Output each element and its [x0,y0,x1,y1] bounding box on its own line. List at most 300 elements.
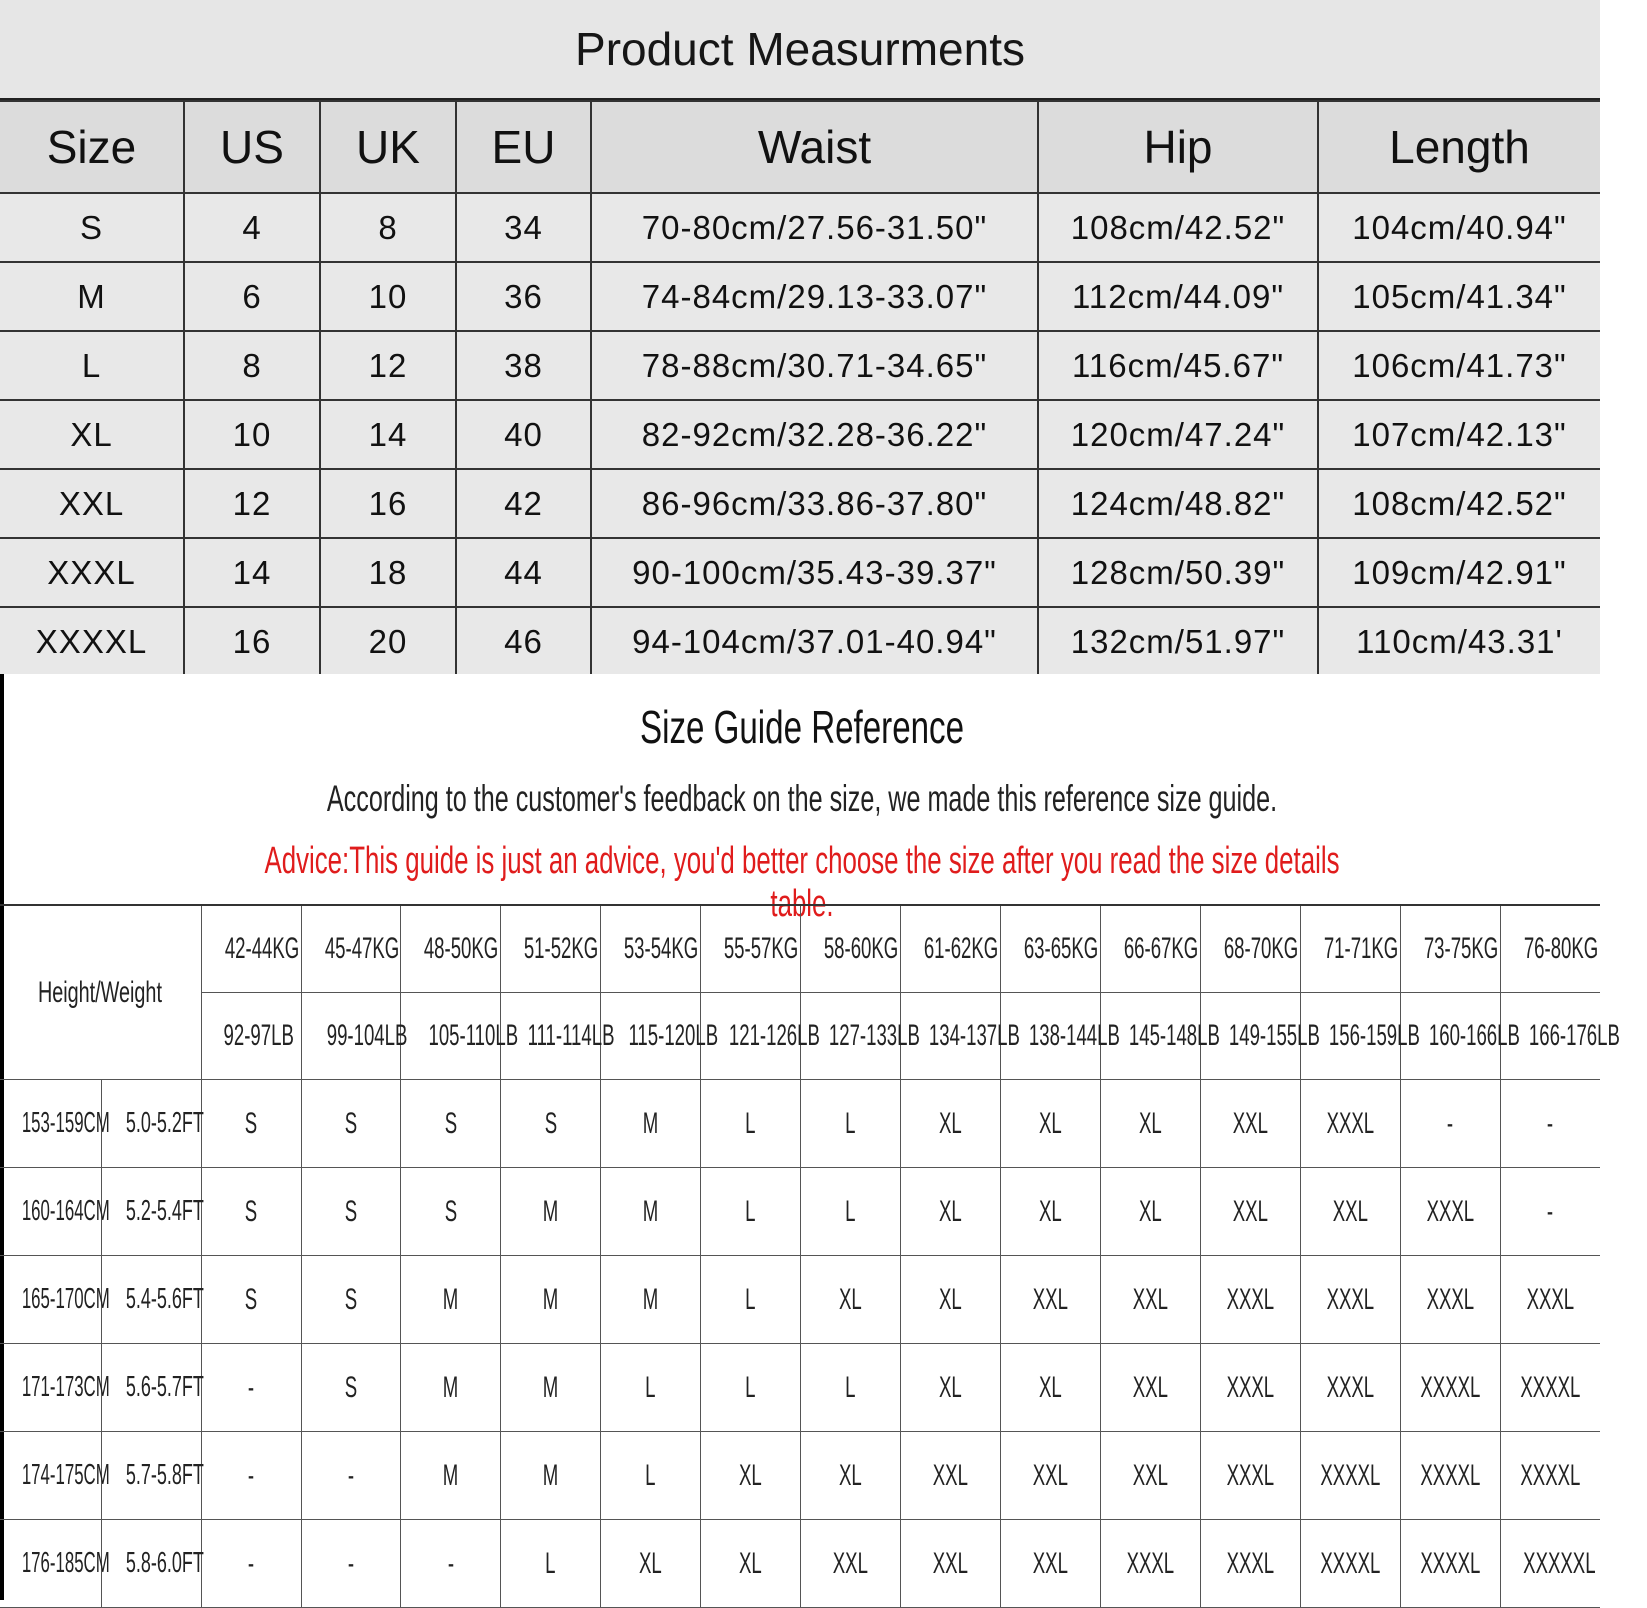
recommended-size-cell [201,1432,301,1520]
height-cm-label-text: 153-159CM [21,1107,110,1139]
recommended-size-cell-text: L [745,1106,756,1140]
recommended-size-cell-text: S [444,1194,458,1228]
recommended-size-cell-text: L [745,1282,756,1316]
recommended-size-cell [1000,1520,1100,1608]
recommended-size-cell-text: XXXL [1426,1282,1474,1316]
recommended-size-cell-text: XL [739,1546,763,1580]
height-ft-label-text: 5.4-5.6FT [125,1283,204,1315]
measurements-header-hip: Hip [1038,101,1318,193]
measurements-cell-size: XXL [0,469,184,538]
recommended-size-cell [1500,1168,1600,1256]
recommended-size-cell-text: L [745,1194,756,1228]
weight-kg-header-text: 51-52KG [524,932,599,965]
recommended-size-cell-text: XXXL [1326,1106,1374,1140]
measurements-cell-size: S [0,193,184,262]
recommended-size-cell-text: XXXL [1426,1194,1474,1228]
recommended-size-cell-text: L [845,1194,856,1228]
weight-lb-header-text: 134-137LB [928,1019,1020,1052]
recommended-size-cell [1000,1432,1100,1520]
size-guide-row [0,1344,1600,1432]
weight-kg-header-text: 58-60KG [823,932,899,965]
recommended-size-cell-text: XXL [832,1546,869,1580]
recommended-size-cell-text: S [344,1194,358,1228]
measurements-row-xxxxl [0,607,1600,676]
weight-kg-header [901,905,1001,993]
recommended-size-cell [501,1520,601,1608]
recommended-size-cell [201,1520,301,1608]
recommended-size-cell-text: XL [939,1370,962,1404]
recommended-size-cell [301,1256,401,1344]
measurements-cell-us: 8 [184,331,320,400]
recommended-size-cell-text: M [642,1194,659,1228]
weight-kg-header-text: 55-57KG [724,932,799,965]
measurements-cell-uk: 18 [320,538,456,607]
weight-lb-header-text: 99-104LB [326,1019,407,1052]
recommended-size-cell [501,1080,601,1168]
measurements-cell-eu: 34 [456,193,591,262]
recommended-size-cell-text: XXXXL [1420,1458,1481,1492]
weight-lb-header-text: 127-133LB [829,1019,921,1052]
recommended-size-cell [501,1256,601,1344]
height-cm-label-text: 176-185CM [21,1547,110,1579]
recommended-size-cell [1400,1432,1500,1520]
recommended-size-cell-text: XXL [1032,1282,1068,1316]
measurements-row-s [0,193,1600,262]
recommended-size-cell [1000,1344,1100,1432]
measurements-row-xl [0,400,1600,469]
recommended-size-cell-text: XL [939,1106,962,1140]
recommended-size-cell [201,1256,301,1344]
recommended-size-cell [601,1344,701,1432]
height-ft-label [101,1344,204,1432]
recommended-size-cell-text: XXL [1332,1194,1368,1228]
recommended-size-cell [1300,1168,1400,1256]
recommended-size-cell [401,1080,501,1168]
recommended-size-cell [701,1256,801,1344]
recommended-size-cell [801,1256,901,1344]
recommended-size-cell-text: XXXXL [1320,1546,1381,1580]
recommended-size-cell [701,1432,801,1520]
measurements-header-row [0,101,1600,193]
height-cm-label-text: 174-175CM [21,1459,110,1491]
weight-kg-header [1300,905,1400,993]
recommended-size-cell [901,1344,1001,1432]
recommended-size-cell [1300,1344,1400,1432]
weight-lb-header-text: 138-144LB [1028,1019,1120,1052]
recommended-size-cell [701,1520,801,1608]
weight-kg-header-text: 42-44KG [224,932,299,965]
size-guide-table [0,904,1620,1608]
recommended-size-cell-text: L [745,1370,756,1404]
recommended-size-cell-text: - [347,1458,355,1492]
weight-kg-header-text: 66-67KG [1123,932,1199,965]
measurements-title: Product Measurments [0,0,1600,100]
weight-kg-header-text: 71-71KG [1323,932,1398,965]
recommended-size-cell [1100,1344,1200,1432]
recommended-size-cell [401,1344,501,1432]
recommended-size-cell-text: XXL [1032,1546,1068,1580]
weight-kg-header-text: 53-54KG [624,932,699,965]
size-guide-section [0,674,1620,1600]
recommended-size-cell [1100,1168,1200,1256]
recommended-size-cell-text: L [645,1370,656,1404]
recommended-size-cell [1100,1080,1200,1168]
recommended-size-cell-text: XL [939,1282,962,1316]
recommended-size-cell-text: XXL [1132,1282,1168,1316]
weight-kg-header [1100,905,1200,993]
weight-kg-header [701,905,801,993]
recommended-size-cell [701,1344,801,1432]
recommended-size-cell-text: XXXXL [1420,1370,1481,1404]
measurements-cell-hip: 128cm/50.39" [1038,538,1318,607]
recommended-size-cell-text: - [347,1546,355,1580]
measurements-cell-hip: 120cm/47.24" [1038,400,1318,469]
weight-kg-header [401,905,501,993]
weight-kg-header-text: 48-50KG [424,932,499,965]
height-cm-label [0,1432,110,1520]
recommended-size-cell [1100,1256,1200,1344]
recommended-size-cell [901,1432,1001,1520]
weight-kg-header [1400,905,1500,993]
weight-kg-header-text: 68-70KG [1223,932,1299,965]
recommended-size-cell-text: - [1547,1194,1554,1228]
weight-lb-header [601,993,719,1080]
measurements-cell-size: XXXXL [0,607,184,676]
recommended-size-cell [1000,1256,1100,1344]
height-ft-label-text: 5.0-5.2FT [125,1107,204,1139]
recommended-size-cell-text: XXL [1132,1370,1168,1404]
recommended-size-cell [301,1344,401,1432]
measurements-header-us: US [184,101,320,193]
recommended-size-cell-text: S [244,1106,258,1140]
recommended-size-cell [501,1344,601,1432]
measurements-header-length: Length [1318,101,1600,193]
recommended-size-cell [1200,1520,1300,1608]
recommended-size-cell [901,1080,1001,1168]
recommended-size-cell-text: XXXL [1526,1282,1575,1316]
recommended-size-cell-text: - [247,1546,255,1580]
recommended-size-cell [601,1168,701,1256]
recommended-size-cell [301,1168,401,1256]
size-guide-row [0,1080,1600,1168]
recommended-size-cell-text: XL [1039,1370,1062,1404]
recommended-size-cell [1000,1168,1100,1256]
recommended-size-cell-text: M [443,1282,459,1316]
height-cm-label [0,1168,110,1256]
measurements-cell-uk: 12 [320,331,456,400]
recommended-size-cell [1100,1520,1200,1608]
recommended-size-cell-text: M [543,1370,559,1404]
height-cm-label-text: 171-173CM [21,1371,110,1403]
measurements-cell-waist: 90-100cm/35.43-39.37" [591,538,1038,607]
recommended-size-cell [1200,1432,1300,1520]
measurements-cell-eu: 40 [456,400,591,469]
measurements-cell-uk: 16 [320,469,456,538]
recommended-size-cell [601,1256,701,1344]
height-cm-label [0,1080,110,1168]
measurements-cell-us: 16 [184,607,320,676]
size-guide-weight-lb-row [0,993,1600,1080]
recommended-size-cell-text: XXXL [1226,1282,1275,1316]
measurements-cell-size: XL [0,400,184,469]
weight-kg-header [301,905,401,993]
measurements-cell-eu: 44 [456,538,591,607]
recommended-size-cell-text: XXL [932,1546,969,1580]
measurements-row-xxl [0,469,1600,538]
measurements-table [0,100,1600,677]
recommended-size-cell-text: XL [739,1458,763,1492]
recommended-size-cell-text: - [447,1546,454,1580]
recommended-size-cell-text: XL [1138,1194,1162,1228]
height-cm-label [0,1520,110,1608]
recommended-size-cell [901,1256,1001,1344]
height-cm-label-text: 160-164CM [21,1195,110,1227]
measurements-row-m [0,262,1600,331]
recommended-size-cell-text: S [244,1194,258,1228]
recommended-size-cell-text: L [845,1106,856,1140]
recommended-size-cell-text: S [444,1106,458,1140]
weight-lb-header-text: 149-155LB [1228,1019,1320,1052]
measurements-cell-length: 106cm/41.73" [1318,331,1600,400]
measurements-cell-eu: 36 [456,262,591,331]
weight-kg-header [501,905,601,993]
recommended-size-cell-text: XXXXL [1420,1546,1481,1580]
measurements-cell-hip: 124cm/48.82" [1038,469,1318,538]
recommended-size-cell [1200,1344,1300,1432]
recommended-size-cell [1400,1520,1500,1608]
weight-kg-header [801,905,901,993]
height-ft-label-text: 5.7-5.8FT [125,1459,204,1491]
recommended-size-cell-text: XXXL [1126,1546,1175,1580]
height-ft-label-text: 5.2-5.4FT [125,1195,204,1227]
recommended-size-cell [501,1432,601,1520]
recommended-size-cell-text: - [247,1370,255,1404]
measurements-cell-size: XXXL [0,538,184,607]
weight-kg-header-text: 45-47KG [324,932,399,965]
recommended-size-cell [201,1168,301,1256]
height-ft-label [101,1256,204,1344]
recommended-size-cell-text: XXL [1232,1106,1268,1140]
recommended-size-cell [1300,1256,1400,1344]
weight-kg-header [601,905,701,993]
recommended-size-cell [801,1080,901,1168]
recommended-size-cell-text: XXXXL [1520,1370,1581,1404]
recommended-size-cell-text: L [645,1458,656,1492]
recommended-size-cell-text: - [247,1458,255,1492]
size-guide-note: According to the customer's feedback on the size, we made this reference size guide. [326,778,1278,819]
recommended-size-cell [401,1168,501,1256]
measurements-cell-waist: 70-80cm/27.56-31.50" [591,193,1038,262]
recommended-size-cell-text: M [543,1458,559,1492]
recommended-size-cell-text: - [1547,1106,1554,1140]
recommended-size-cell [1300,1432,1400,1520]
recommended-size-cell-text: XXXXL [1520,1458,1581,1492]
weight-lb-header-text: 145-148LB [1128,1019,1220,1052]
recommended-size-cell-text: XXXL [1326,1282,1374,1316]
recommended-size-cell-text: S [344,1370,358,1404]
weight-kg-header [201,905,301,993]
recommended-size-cell-text: M [443,1370,459,1404]
recommended-size-cell [601,1080,701,1168]
recommended-size-cell [801,1168,901,1256]
measurements-cell-length: 110cm/43.31' [1318,607,1600,676]
recommended-size-cell-text: M [543,1194,559,1228]
recommended-size-cell [1000,1080,1100,1168]
recommended-size-cell-text: M [642,1282,659,1316]
measurements-cell-length: 109cm/42.91" [1318,538,1600,607]
measurements-cell-us: 10 [184,400,320,469]
recommended-size-cell [401,1432,501,1520]
recommended-size-cell [501,1168,601,1256]
size-guide-row [0,1168,1600,1256]
recommended-size-cell-text: - [1446,1106,1454,1140]
measurements-header-eu: EU [456,101,591,193]
recommended-size-cell-text: S [544,1106,558,1140]
weight-lb-header [301,993,407,1080]
recommended-size-cell [201,1080,301,1168]
recommended-size-cell-text: S [244,1282,258,1316]
recommended-size-cell [301,1432,401,1520]
measurements-header-uk: UK [320,101,456,193]
recommended-size-cell [1100,1432,1200,1520]
size-guide-row [0,1432,1600,1520]
height-cm-label [0,1344,110,1432]
height-ft-label [101,1080,204,1168]
recommended-size-cell [1500,1344,1600,1432]
recommended-size-cell-text: XL [839,1282,862,1316]
measurements-cell-length: 107cm/42.13" [1318,400,1600,469]
measurements-cell-size: M [0,262,184,331]
measurements-cell-waist: 78-88cm/30.71-34.65" [591,331,1038,400]
measurements-cell-size: L [0,331,184,400]
recommended-size-cell-text: XXXL [1226,1458,1275,1492]
recommended-size-cell-text: XXXL [1326,1370,1374,1404]
measurements-cell-waist: 94-104cm/37.01-40.94" [591,607,1038,676]
recommended-size-cell [1400,1256,1500,1344]
recommended-size-cell [1300,1080,1400,1168]
weight-lb-header-text: 166-176LB [1528,1019,1620,1052]
recommended-size-cell-text: XL [1039,1106,1062,1140]
weight-lb-header-text: 92-97LB [223,1019,294,1052]
weight-kg-header [1000,905,1100,993]
recommended-size-cell-text: XL [839,1458,862,1492]
recommended-size-cell-text: L [845,1370,856,1404]
recommended-size-cell-text: S [344,1282,358,1316]
recommended-size-cell-text: XXL [932,1458,969,1492]
product-measurements-section [0,0,1600,677]
measurements-cell-hip: 132cm/51.97" [1038,607,1318,676]
recommended-size-cell [1500,1256,1600,1344]
measurements-cell-us: 14 [184,538,320,607]
measurements-cell-us: 6 [184,262,320,331]
weight-lb-header-text: 115-120LB [628,1019,719,1052]
height-ft-label-text: 5.6-5.7FT [125,1371,204,1403]
recommended-size-cell [701,1168,801,1256]
weight-lb-header [401,993,519,1080]
measurements-cell-hip: 116cm/45.67" [1038,331,1318,400]
height-ft-label-text: 5.8-6.0FT [125,1547,204,1579]
recommended-size-cell-text: XXL [1132,1458,1168,1492]
recommended-size-cell-text: S [344,1106,358,1140]
recommended-size-cell [601,1432,701,1520]
size-guide-advice: Advice:This guide is just an advice, you'd better choose the size after you read the size details table. [264,840,1340,925]
recommended-size-cell [1400,1168,1500,1256]
size-guide-row [0,1256,1600,1344]
height-cm-label-text: 165-170CM [21,1283,110,1315]
recommended-size-cell [601,1520,701,1608]
recommended-size-cell [801,1344,901,1432]
recommended-size-cell [1400,1344,1500,1432]
recommended-size-cell [801,1432,901,1520]
recommended-size-cell [1300,1520,1400,1608]
height-ft-label [101,1168,204,1256]
recommended-size-cell [301,1080,401,1168]
weight-lb-header [201,993,301,1080]
recommended-size-cell-text: XL [1039,1194,1062,1228]
measurements-cell-length: 105cm/41.34" [1318,262,1600,331]
weight-kg-header-text: 76-80KG [1523,932,1598,965]
recommended-size-cell-text: XXL [1032,1458,1068,1492]
measurements-cell-waist: 86-96cm/33.86-37.80" [591,469,1038,538]
recommended-size-cell [1200,1168,1300,1256]
size-guide-corner-label-text: Height/Weight [38,975,163,1009]
measurements-cell-us: 4 [184,193,320,262]
measurements-cell-waist: 74-84cm/29.13-33.07" [591,262,1038,331]
recommended-size-cell-text: M [642,1106,659,1140]
size-guide-corner-label [0,905,201,1080]
measurements-cell-uk: 20 [320,607,456,676]
measurements-cell-eu: 46 [456,607,591,676]
recommended-size-cell [1500,1080,1600,1168]
measurements-cell-uk: 14 [320,400,456,469]
weight-kg-header-text: 61-62KG [923,932,999,965]
height-cm-label [0,1256,110,1344]
recommended-size-cell [901,1168,1001,1256]
measurements-row-l [0,331,1600,400]
recommended-size-cell [201,1344,301,1432]
recommended-size-cell [1200,1080,1300,1168]
recommended-size-cell-text: L [545,1546,556,1580]
measurements-cell-eu: 42 [456,469,591,538]
recommended-size-cell [1200,1256,1300,1344]
recommended-size-cell [301,1520,401,1608]
height-ft-label [101,1520,204,1608]
recommended-size-cell [401,1520,501,1608]
weight-lb-header-text: 156-159LB [1328,1019,1420,1052]
weight-kg-header [1200,905,1300,993]
recommended-size-cell [1500,1432,1600,1520]
recommended-size-cell [901,1520,1001,1608]
size-guide-row [0,1520,1600,1608]
weight-kg-header-text: 73-75KG [1423,932,1498,965]
measurements-cell-hip: 112cm/44.09" [1038,262,1318,331]
measurements-cell-length: 104cm/40.94" [1318,193,1600,262]
weight-kg-header [1500,905,1600,993]
measurements-cell-waist: 82-92cm/32.28-36.22" [591,400,1038,469]
recommended-size-cell-text: XL [939,1194,962,1228]
recommended-size-cell-text: XXXL [1226,1546,1275,1580]
recommended-size-cell-text: XL [1138,1106,1162,1140]
size-guide-weight-kg-row [0,905,1600,993]
weight-kg-header-text: 63-65KG [1023,932,1099,965]
measurements-row-xxxl [0,538,1600,607]
recommended-size-cell [401,1256,501,1344]
weight-lb-header-text: 160-166LB [1428,1019,1520,1052]
recommended-size-cell [1500,1520,1600,1608]
recommended-size-cell-text: XL [639,1546,663,1580]
recommended-size-cell [701,1080,801,1168]
recommended-size-cell-text: M [543,1282,559,1316]
